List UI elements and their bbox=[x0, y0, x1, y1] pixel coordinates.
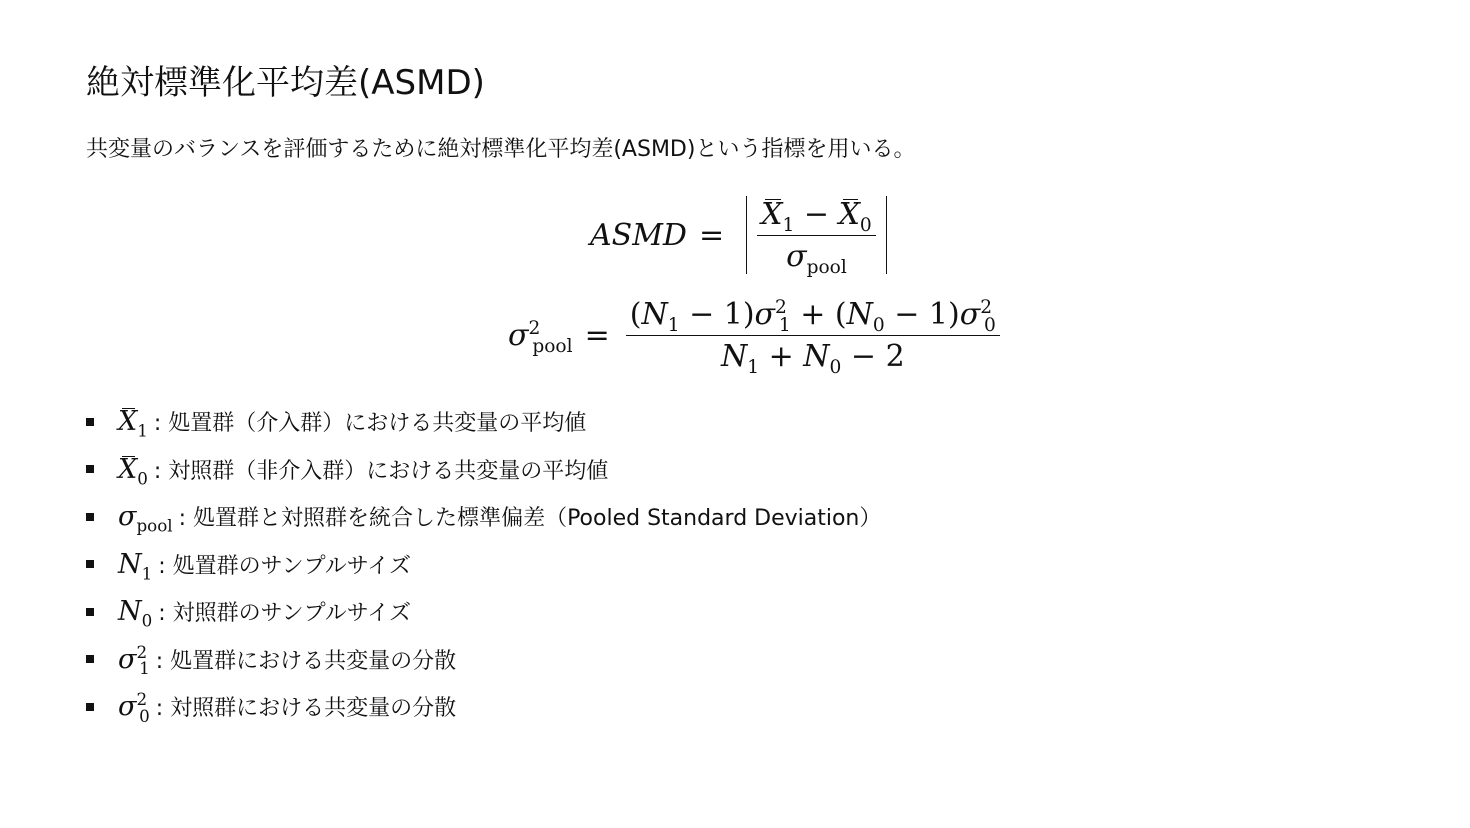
list-item bbox=[86, 683, 881, 731]
list-item bbox=[86, 588, 881, 636]
symbol-sigma1-squared: $\sigma^2_1$ bbox=[118, 641, 150, 679]
definition-text: : 処置群のサンプルサイズ bbox=[158, 553, 411, 579]
definition-text: : 対照群における共変量の分散 bbox=[155, 696, 457, 722]
pooled-variance-lhs: $\sigma^2_{pool}$ bbox=[508, 317, 573, 357]
pooled-variance-numerator: $(N_1 - 1)\sigma^2_1 + (N_0 - 1)\sigma^2_0$ bbox=[626, 297, 1000, 336]
symbol-n0: $N_0$ bbox=[118, 596, 153, 631]
asmd-equation bbox=[590, 192, 887, 278]
page-title: 絶対標準化平均差(ASMD) bbox=[86, 63, 485, 103]
bullet-icon bbox=[86, 513, 94, 521]
symbol-x1-bar: $X_1$ bbox=[118, 406, 148, 441]
equals-sign: = bbox=[584, 317, 610, 353]
definition-text: : 対照群のサンプルサイズ bbox=[158, 601, 411, 627]
pooled-variance-equation bbox=[508, 292, 1004, 378]
absolute-value bbox=[746, 196, 887, 278]
definition-text: : 処置群における共変量の分散 bbox=[155, 648, 457, 674]
definition-list bbox=[86, 398, 881, 731]
bullet-icon bbox=[86, 465, 94, 473]
asmd-fraction bbox=[757, 196, 876, 278]
bullet-icon bbox=[86, 703, 94, 711]
asmd-lhs: ASMD bbox=[590, 217, 687, 253]
pooled-variance-fraction bbox=[626, 296, 1000, 378]
symbol-sigma0-squared: $\sigma^2_0$ bbox=[118, 689, 150, 726]
bullet-icon bbox=[86, 655, 94, 663]
definition-text: : 処置群と対照群を統合した標準偏差（Pooled Standard Deviation） bbox=[178, 506, 882, 532]
list-item bbox=[86, 446, 881, 494]
bullet-icon bbox=[86, 608, 94, 616]
asmd-numerator: $X_1 - X_0$ bbox=[757, 197, 876, 236]
bullet-icon bbox=[86, 560, 94, 568]
list-item bbox=[86, 493, 881, 541]
list-item bbox=[86, 541, 881, 589]
definition-text: : 処置群（介入群）における共変量の平均値 bbox=[153, 411, 587, 437]
symbol-n1: $N_1$ bbox=[118, 548, 153, 584]
intro-text: 共変量のバランスを評価するために絶対標準化平均差(ASMD)という指標を用いる。 bbox=[86, 137, 916, 162]
list-item bbox=[86, 636, 881, 684]
pooled-variance-denominator: $N_1 + N_0 - 2$ bbox=[720, 338, 905, 378]
asmd-denominator: $\sigma_{pool}$ bbox=[786, 238, 847, 278]
equals-sign: = bbox=[699, 217, 725, 253]
definition-text: : 対照群（非介入群）における共変量の平均値 bbox=[153, 458, 609, 484]
bullet-icon bbox=[86, 418, 94, 426]
symbol-sigma-pool: $\sigma_{pool}$ bbox=[118, 501, 173, 536]
symbol-x0-bar: $X_0$ bbox=[118, 453, 148, 489]
list-item bbox=[86, 398, 881, 446]
